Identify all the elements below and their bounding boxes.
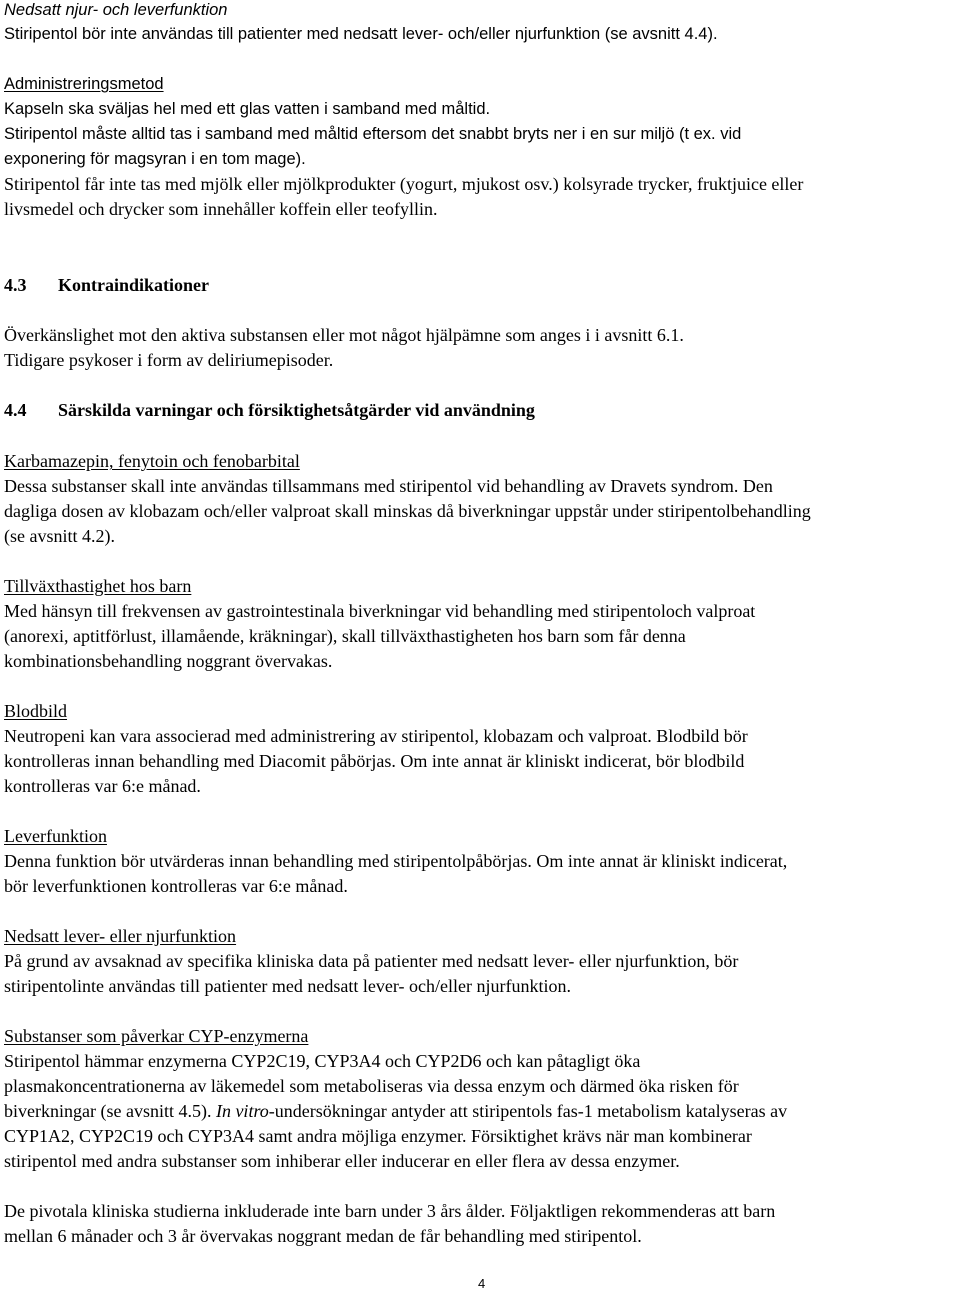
paragraph-line: Stiripentol får inte tas med mjölk eller mjölkprodukter (yogurt, mjukost osv.) kolsyrade trycker, fruktjuice eller bbox=[4, 174, 804, 194]
text-run: biverkningar (se avsnitt 4.5). bbox=[4, 1101, 216, 1121]
section-title: Kontraindikationer bbox=[58, 275, 210, 295]
paragraph-line: kontrolleras var 6:e månad. bbox=[4, 776, 201, 796]
paragraph-line: På grund av avsaknad av specifika kliniska data på patienter med nedsatt lever- eller njurfunktion, bör bbox=[4, 951, 739, 971]
paragraph-line: Tidigare psykoser i form av deliriumepisoder. bbox=[4, 350, 334, 370]
section-heading-4-3 bbox=[4, 273, 209, 298]
paragraph-line: (anorexi, aptitförlust, illamående, kräkningar), skall tillväxthastigheten hos barn som får denna bbox=[4, 626, 686, 646]
section-heading-4-4 bbox=[4, 398, 535, 423]
paragraph-line: Neutropeni kan vara associerad med administrering av stiripentol, klobazam och valproat. Blodbild bör bbox=[4, 726, 748, 746]
section-title: Särskilda varningar och försiktighetsåtgärder vid användning bbox=[58, 400, 535, 420]
subheading-growth-rate: Tillväxthastighet hos barn bbox=[4, 576, 192, 596]
paragraph-line: bör leverfunktionen kontrolleras var 6:e månad. bbox=[4, 876, 348, 896]
section-number: 4.4 bbox=[4, 400, 27, 420]
paragraph-line: kontrolleras innan behandling med Diacomit påbörjas. Om inte annat är kliniskt indicerat, bör blodbild bbox=[4, 751, 745, 771]
paragraph-line: dagliga dosen av klobazam och/eller valproat skall minskas då biverkningar uppstår under stiripentolbehandling bbox=[4, 501, 811, 521]
paragraph-line: Med hänsyn till frekvensen av gastrointestinala biverkningar vid behandling med stiripentoloch valproat bbox=[4, 601, 756, 621]
subheading-blood-count: Blodbild bbox=[4, 701, 68, 721]
paragraph-line: Dessa substanser skall inte användas tillsammans med stiripentol vid behandling av Dravets syndrom. Den bbox=[4, 476, 773, 496]
subheading-liver-function: Leverfunktion bbox=[4, 826, 107, 846]
paragraph-line: Stiripentol hämmar enzymerna CYP2C19, CYP3A4 och CYP2D6 och kan påtagligt öka bbox=[4, 1051, 641, 1071]
subheading-administration: Administreringsmetod bbox=[4, 75, 164, 93]
paragraph-line: (se avsnitt 4.2). bbox=[4, 526, 115, 546]
paragraph-line: De pivotala kliniska studierna inkluderade inte barn under 3 års ålder. Följaktligen rekommenderas att barn bbox=[4, 1201, 776, 1221]
subheading-impaired-function: Nedsatt lever- eller njurfunktion bbox=[4, 926, 237, 946]
subheading-carbamazepine: Karbamazepin, fenytoin och fenobarbital bbox=[4, 451, 300, 471]
paragraph-line bbox=[4, 1099, 787, 1124]
paragraph-line: Överkänslighet mot den aktiva substansen eller mot något hjälpämne som anges i i avsnitt 6.1. bbox=[4, 325, 684, 345]
paragraph-line: CYP1A2, CYP2C19 och CYP3A4 samt andra möjliga enzymer. Försiktighet krävs när man kombinerar bbox=[4, 1126, 752, 1146]
paragraph-line: Stiripentol måste alltid tas i samband med måltid eftersom det snabbt bryts ner i en sur miljö (t ex. vid bbox=[4, 125, 742, 143]
paragraph-line: livsmedel och drycker som innehåller koffein eller teofyllin. bbox=[4, 199, 438, 219]
paragraph-line: plasmakoncentrationerna av läkemedel som metaboliseras via dessa enzym och därmed öka risken för bbox=[4, 1076, 739, 1096]
section-number: 4.3 bbox=[4, 275, 27, 295]
paragraph-line: stiripentol med andra substanser som inhiberar eller inducerar en eller flera av dessa enzymer. bbox=[4, 1151, 680, 1171]
text-run: -undersökningar antyder att stiripentols fas-1 metabolism katalyseras av bbox=[268, 1101, 788, 1121]
page-number: 4 bbox=[478, 1276, 486, 1291]
subheading-renal-hepatic: Nedsatt njur- och leverfunktion bbox=[4, 1, 228, 19]
subheading-cyp-enzymes: Substanser som påverkar CYP-enzymerna bbox=[4, 1026, 309, 1046]
paragraph-line: Denna funktion bör utvärderas innan behandling med stiripentolpåbörjas. Om inte annat är kliniskt indicerat, bbox=[4, 851, 788, 871]
paragraph-line: exponering för magsyran i en tom mage). bbox=[4, 150, 306, 168]
paragraph-line: Kapseln ska sväljas hel med ett glas vatten i samband med måltid. bbox=[4, 100, 491, 118]
paragraph-line: stiripentolinte användas till patienter med nedsatt lever- och/eller njurfunktion. bbox=[4, 976, 571, 996]
paragraph-line: Stiripentol bör inte användas till patienter med nedsatt lever- och/eller njurfunktion (se avsnitt 4.4). bbox=[4, 25, 718, 43]
paragraph-line: kombinationsbehandling noggrant övervakas. bbox=[4, 651, 333, 671]
paragraph-line: mellan 6 månader och 3 år övervakas noggrant medan de får behandling med stiripentol. bbox=[4, 1226, 642, 1246]
italic-term: In vitro bbox=[215, 1101, 269, 1121]
